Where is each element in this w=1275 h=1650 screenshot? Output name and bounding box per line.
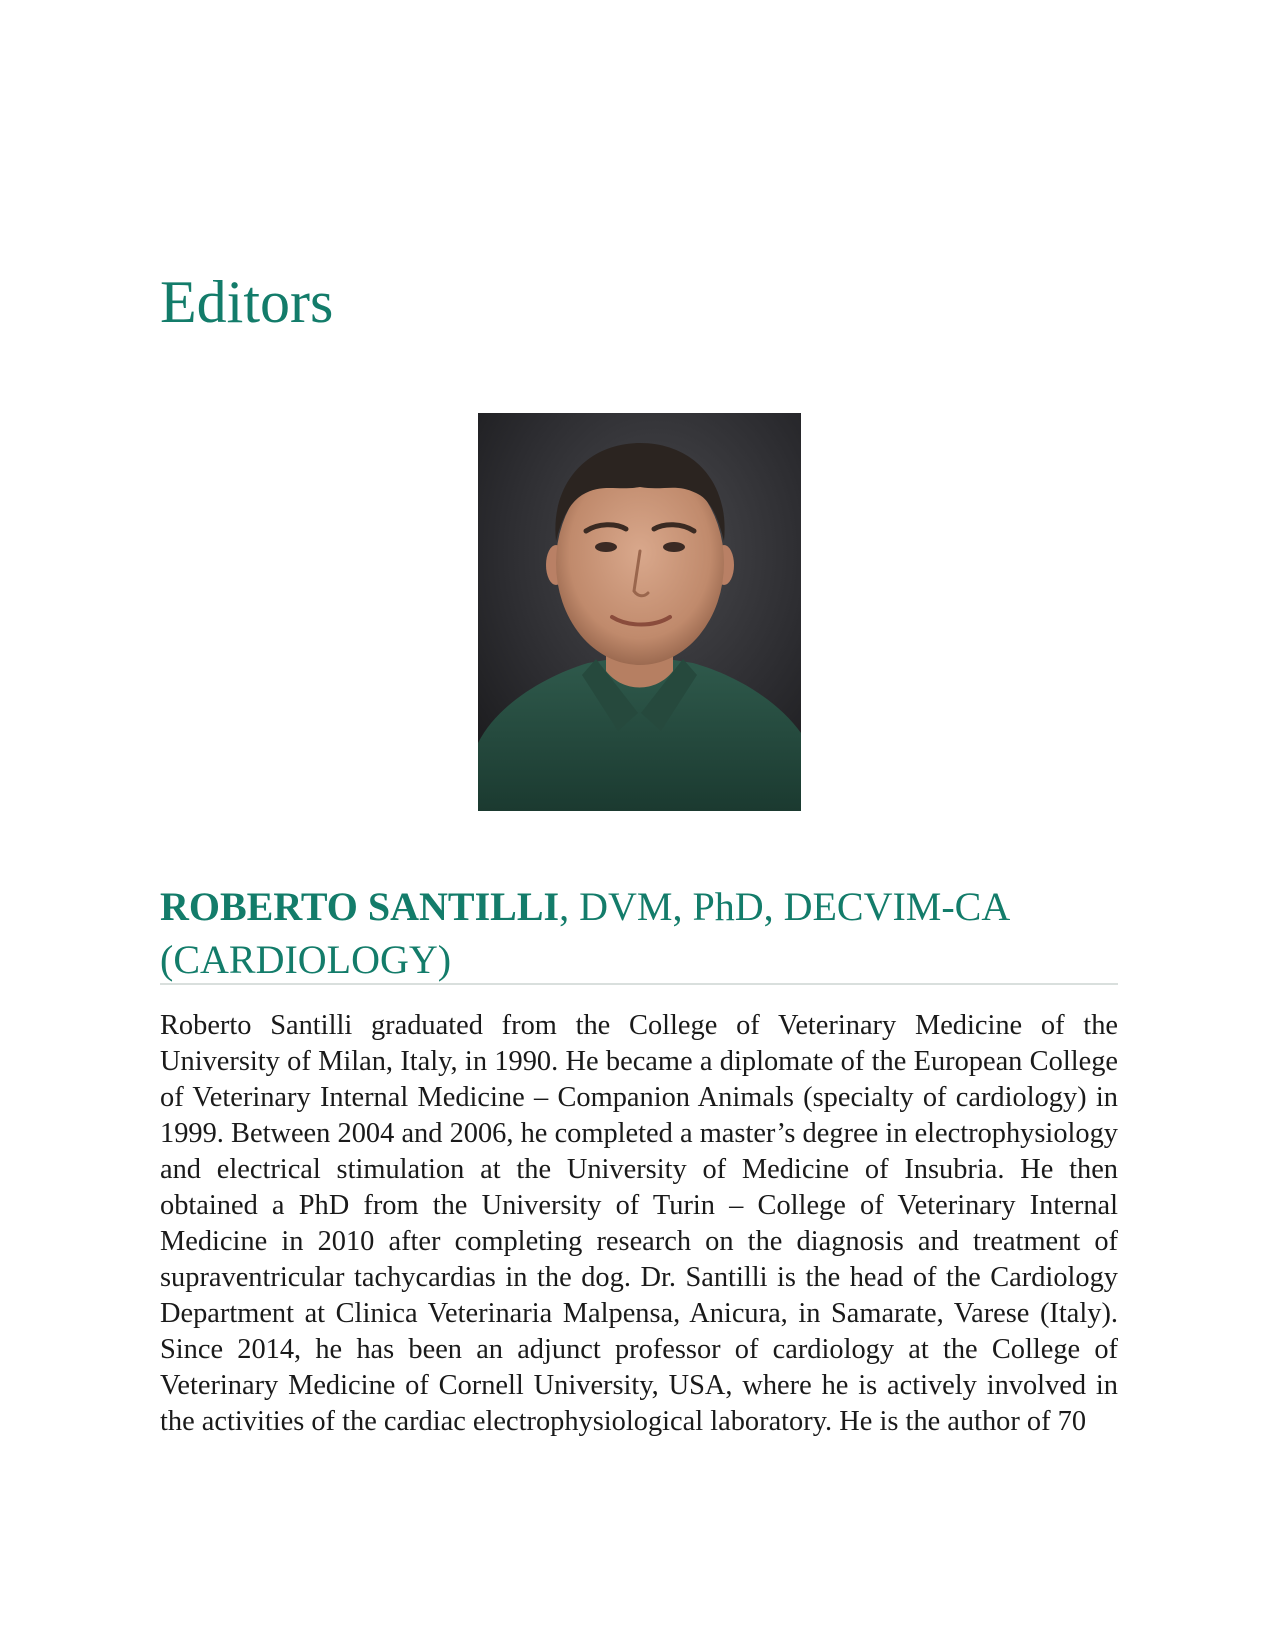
editor-heading — [160, 880, 1117, 986]
editor-portrait — [478, 413, 801, 811]
editor-name: ROBERTO SANTILLI — [160, 884, 560, 929]
page-title: Editors — [160, 269, 334, 335]
editor-credentials: , DVM, PhD, DECVIM-CA (CARDIOLOGY) — [160, 884, 1009, 982]
section-divider — [160, 983, 1118, 985]
editor-biography: Roberto Santilli graduated from the College of Veterinary Medicine of the University of Milan, Italy, in 1990. He became a diplomate of the European College of Veterinary Internal Medicine – Companion Animals (specialty of cardiology) in 1999. Between 2004 and 2006, he completed a master’s degree in electrophysiology and electrical stimulation at the University of Medicine of Insubria. He then obtained a PhD from the University of Turin – College of Veterinary Internal Medicine in 2010 after completing research on the diagnosis and treatment of supraventricular tachycardias in the dog. Dr. Santilli is the head of the Cardiology Department at Clinica Veterinaria Malpensa, Anicura, in Samarate, Varese (Italy). Since 2014, he has been an adjunct professor of cardiology at the College of Veterinary Medicine of Cornell University, USA, where he is actively involved in the activities of the cardiac electrophysiological laboratory. He is the author of 70 — [160, 1010, 1118, 1437]
